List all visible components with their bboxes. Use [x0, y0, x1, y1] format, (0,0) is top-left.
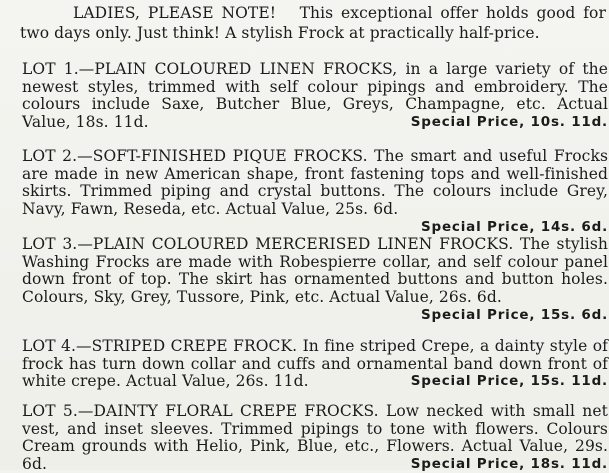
lot-number: LOT 3. — [22, 235, 77, 253]
lot-description: Low necked with small net vest, and inset sleeves. Trimmed pipings to tone with flowers. Colours Cream grounds with Helio, Pink, Blue, etc., Flowers. Actual Value, 29s. 6d. — [22, 402, 608, 473]
special-price: Special Price, 10s. 11d. — [411, 114, 608, 132]
lot-number: LOT 4. — [22, 337, 76, 355]
lot-5 — [22, 403, 608, 473]
lot-description: The smart and useful Frocks are made in new American shape, front fastening tops and well-finished skirts. Trimmed piping and crystal buttons. The colours include Grey, Navy, Fawn, Reseda, etc. Actual Value, 25s. 6d. — [22, 147, 608, 218]
notice-heading: LADIES, PLEASE NOTE! — [73, 4, 276, 22]
special-price: Special Price, 14s. 6d. — [421, 219, 608, 235]
lot-title: —STRIPED CREPE FROCK. — [76, 337, 297, 355]
lot-title: —DAINTY FLORAL CREPE FROCKS. — [78, 402, 379, 420]
notice-paragraph — [20, 3, 606, 43]
lot-description: The stylish Washing Frocks are made with Robespierre collar, and self colour panel down front of top. The skirt has ornamented buttons and button holes. Colours, Sky, Grey, Tussore, Pink, etc. Actual Value, 26s. 6d. — [22, 235, 608, 306]
special-price: Special Price, 15s. 11d. — [411, 373, 608, 391]
lot-title: —SOFT-FINISHED PIQUE FROCKS. — [77, 147, 367, 165]
notice-text: This exceptional offer holds good for two days only. Just think! A stylish Frock at practically half-price. — [20, 4, 606, 42]
lot-1 — [22, 61, 608, 131]
lot-3 — [22, 236, 608, 325]
lot-number: LOT 2. — [22, 147, 77, 165]
lot-4 — [22, 338, 608, 391]
special-price: Special Price, 18s. 11d. — [411, 456, 608, 473]
special-price: Special Price, 15s. 6d. — [421, 307, 608, 323]
lot-number: LOT 5. — [22, 402, 78, 420]
lot-description: In fine striped Crepe, a dainty style of frock has turn down collar and cuffs and ornamental band down front of white crepe. Actual Value, 26s. 11d. — [22, 337, 608, 390]
lot-description: in a large variety of the newest styles, trimmed with self colour pipings and embroidery. The colours include Saxe, Butcher Blue, Greys, Champagne, etc. Actual Value, 18s. 11d. — [22, 60, 608, 131]
lot-title: —PLAIN COLOURED LINEN FROCKS, — [79, 60, 398, 78]
lot-2 — [22, 148, 608, 237]
lot-number: LOT 1. — [22, 60, 79, 78]
lot-title: —PLAIN COLOURED MERCERISED LINEN FROCKS. — [77, 235, 513, 253]
